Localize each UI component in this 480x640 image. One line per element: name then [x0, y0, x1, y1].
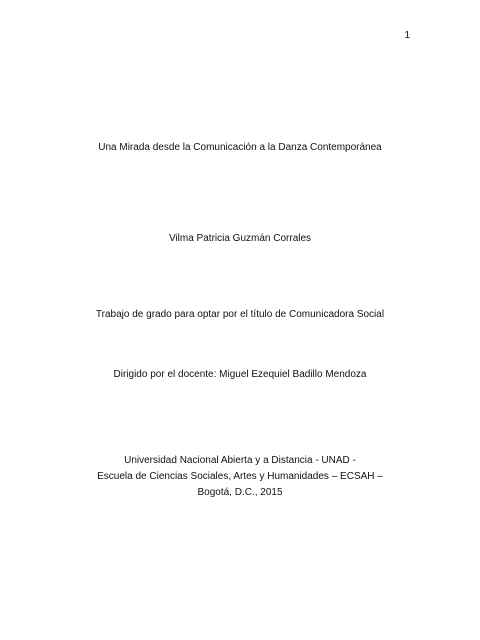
- advisor-statement: Dirigido por el docente: Miguel Ezequiel Badillo Mendoza: [113, 369, 367, 380]
- document-title: Una Mirada desde la Comunicación a la Danza Contemporánea: [98, 142, 382, 153]
- author-name: Vilma Patricia Guzmán Corrales: [168, 233, 312, 244]
- school-name: Escuela de Ciencias Sociales, Artes y Humanidades – ECSAH –: [97, 471, 383, 482]
- page-number: 1: [404, 30, 410, 41]
- location-year: Bogotá, D.C., 2015: [197, 487, 283, 498]
- degree-statement: Trabajo de grado para optar por el título de Comunicadora Social: [95, 309, 385, 320]
- institution-name: Universidad Nacional Abierta y a Distancia - UNAD -: [124, 455, 356, 466]
